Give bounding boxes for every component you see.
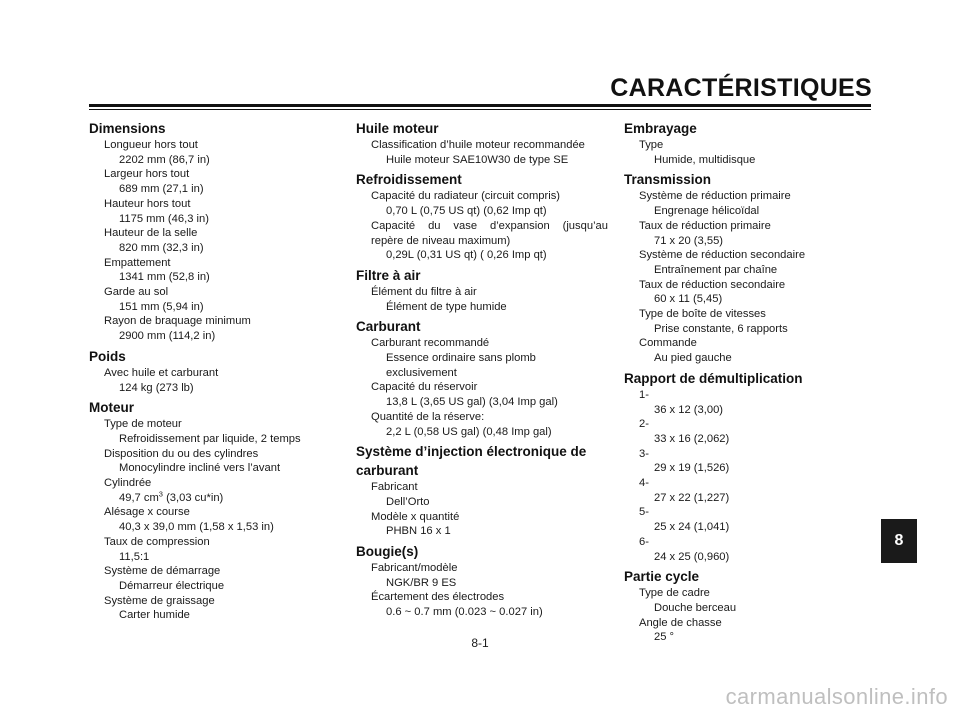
- gear-label: 2-: [639, 418, 649, 431]
- spec-label: Cylindrée: [104, 477, 152, 490]
- spec-label-continued: repère de niveau maximum): [371, 234, 511, 247]
- section-heading: Refroidissement: [356, 172, 462, 188]
- section-dimensions: [89, 119, 329, 344]
- spec-value: 124 kg (273 lb): [119, 381, 194, 394]
- section-carburant: [356, 317, 608, 439]
- spec-value: 13,8 L (3,65 US gal) (3,04 Imp gal): [386, 396, 558, 409]
- gear-label: 5-: [639, 506, 649, 519]
- gear-label: 4-: [639, 477, 649, 490]
- spec-value: 0,29L (0,31 US qt) ( 0,26 Imp qt): [386, 249, 547, 262]
- spec-label: Alésage x course: [104, 506, 190, 519]
- section-heading: Moteur: [89, 400, 134, 416]
- section-heading: Partie cycle: [624, 569, 700, 585]
- section-moteur: [89, 398, 329, 623]
- spec-label: Taux de réduction primaire: [639, 219, 771, 232]
- column-3: [624, 119, 870, 645]
- title-rule-thin: [89, 109, 871, 110]
- spec-value: NGK/BR 9 ES: [386, 576, 457, 589]
- page-title: CARACTÉRISTIQUES: [610, 74, 872, 102]
- spec-label: Système de graissage: [104, 594, 215, 607]
- gear-label: 6-: [639, 535, 649, 548]
- section-poids: [89, 347, 329, 395]
- cubic-superscript: 3: [158, 489, 163, 499]
- spec-value: 2,2 L (0,58 US gal) (0,48 Imp gal): [386, 425, 552, 438]
- column-2: [356, 119, 608, 620]
- spec-label: Commande: [639, 337, 697, 350]
- spec-label: Taux de réduction secondaire: [639, 278, 786, 291]
- displacement-imperial: (3,03 cu*in): [162, 491, 224, 504]
- spec-value: 25 °: [654, 631, 675, 644]
- spec-label: Carburant recommandé: [371, 337, 490, 350]
- spec-value: 0.6 ~ 0.7 mm (0.023 ~ 0.027 in): [386, 606, 543, 619]
- spec-value: Douche berceau: [654, 601, 737, 614]
- spec-label: Hauteur de la selle: [104, 227, 198, 240]
- section-heading: Filtre à air: [356, 267, 421, 283]
- section-huile-moteur: [356, 119, 608, 167]
- spec-value: 151 mm (5,94 in): [119, 300, 204, 313]
- spec-value: PHBN 16 x 1: [386, 525, 451, 538]
- spec-label: Disposition du ou des cylindres: [104, 447, 259, 460]
- section-heading: Rapport de démultiplication: [624, 370, 803, 386]
- section-heading: Poids: [89, 348, 126, 364]
- section-injection: [356, 442, 608, 539]
- spec-value: Au pied gauche: [654, 352, 732, 365]
- spec-value: Humide, multidisque: [654, 153, 756, 166]
- spec-label: Capacité du réservoir: [371, 381, 478, 394]
- spec-label: Fabricant: [371, 481, 418, 494]
- section-heading: Huile moteur: [356, 121, 439, 136]
- spec-value: Carter humide: [119, 609, 190, 622]
- page-number: 8-1: [471, 636, 489, 650]
- spec-label: Capacité du vase d’expansion (jusqu’au: [371, 219, 608, 232]
- watermark: carmanualsonline.info: [725, 684, 948, 709]
- spec-label: Modèle x quantité: [371, 510, 460, 523]
- spec-label: Type de cadre: [639, 587, 710, 600]
- spec-value-continued: exclusivement: [386, 366, 457, 379]
- spec-label: Fabricant/modèle: [371, 562, 458, 575]
- section-heading-continued: carburant: [356, 463, 419, 479]
- section-filtre-a-air: [356, 266, 608, 314]
- section-heading: Bougie(s): [356, 544, 419, 560]
- gear-ratio: 25 x 24 (1,041): [654, 521, 730, 534]
- gear-ratio: 36 x 12 (3,00): [654, 403, 724, 416]
- spec-value: Dell’Orto: [386, 495, 430, 508]
- spec-label: Capacité du radiateur (circuit compris): [371, 190, 561, 203]
- spec-label: Quantité de la réserve:: [371, 410, 485, 423]
- spec-label: Écartement des électrodes: [371, 591, 505, 604]
- section-heading: Carburant: [356, 319, 421, 335]
- section-heading: Système d’injection électronique de: [356, 444, 587, 460]
- section-refroidissement: [356, 170, 608, 263]
- spec-label: Empattement: [104, 256, 171, 269]
- spec-label: Type: [639, 139, 664, 151]
- gear-ratio: 24 x 25 (0,960): [654, 550, 730, 563]
- spec-value: 71 x 20 (3,55): [654, 234, 724, 247]
- spec-label: Taux de compression: [104, 535, 210, 548]
- gear-ratio: 29 x 19 (1,526): [654, 462, 730, 475]
- section-heading: Dimensions: [89, 121, 166, 136]
- spec-label: Garde au sol: [104, 286, 169, 299]
- title-rule-thick: [89, 104, 871, 107]
- spec-value: 689 mm (27,1 in): [119, 183, 204, 196]
- spec-label: Angle de chasse: [639, 616, 722, 629]
- spec-value: 60 x 11 (5,45): [654, 293, 723, 306]
- section-transmission: [624, 170, 870, 365]
- spec-value: 1175 mm (46,3 in): [119, 212, 209, 225]
- spec-value: 2900 mm (114,2 in): [119, 330, 216, 343]
- spec-label: Élément du filtre à air: [371, 285, 477, 298]
- spec-label: Système de réduction secondaire: [639, 249, 806, 262]
- spec-label: Classification d’huile moteur recommandée: [371, 139, 585, 151]
- section-embrayage: [624, 119, 870, 167]
- gear-label: 1-: [639, 388, 649, 401]
- spec-value: Entraînement par chaîne: [654, 263, 778, 276]
- section-partie-cycle: [624, 567, 870, 645]
- spec-label: Longueur hors tout: [104, 139, 198, 151]
- spec-value: 1341 mm (52,8 in): [119, 271, 210, 284]
- gear-label: 3-: [639, 447, 649, 460]
- spec-value: 820 mm (32,3 in): [119, 241, 204, 254]
- spec-label: Système de réduction primaire: [639, 190, 791, 203]
- spec-value: Monocylindre incliné vers l’avant: [119, 462, 281, 475]
- gear-ratio: 33 x 16 (2,062): [654, 432, 730, 445]
- spec-label: Rayon de braquage minimum: [104, 315, 251, 328]
- spec-value: Engrenage hélicoïdal: [654, 205, 760, 218]
- spec-value: Refroidissement par liquide, 2 temps: [119, 432, 301, 445]
- spec-value: 11,5:1: [119, 550, 150, 563]
- column-1: [89, 119, 329, 623]
- gear-ratio: 27 x 22 (1,227): [654, 491, 730, 504]
- section-heading: Transmission: [624, 172, 712, 188]
- spec-value: Prise constante, 6 rapports: [654, 322, 788, 335]
- spec-label: Avec huile et carburant: [104, 366, 219, 379]
- spec-label: Système de démarrage: [104, 565, 221, 578]
- spec-value: Élément de type humide: [386, 300, 507, 313]
- spec-label: Hauteur hors tout: [104, 197, 191, 210]
- spec-value: 40,3 x 39,0 mm (1,58 x 1,53 in): [119, 521, 274, 534]
- spec-value: Essence ordinaire sans plomb: [386, 352, 536, 365]
- section-bougie: [356, 542, 608, 620]
- chapter-tab: 8: [881, 519, 917, 563]
- spec-label: Type de moteur: [104, 418, 182, 431]
- spec-label: Largeur hors tout: [104, 168, 190, 181]
- section-rapport: [624, 369, 870, 564]
- displacement-value: 49,7 cm: [119, 491, 159, 504]
- spec-value: 0,70 L (0,75 US qt) (0,62 Imp qt): [386, 205, 547, 218]
- spec-value: Démarreur électrique: [119, 579, 225, 592]
- spec-value: Huile moteur SAE10W30 de type SE: [386, 153, 569, 166]
- spec-value-displacement: [89, 491, 329, 506]
- section-heading: Embrayage: [624, 121, 697, 136]
- spec-value: 2202 mm (86,7 in): [119, 153, 210, 166]
- spec-label: Type de boîte de vitesses: [639, 308, 766, 321]
